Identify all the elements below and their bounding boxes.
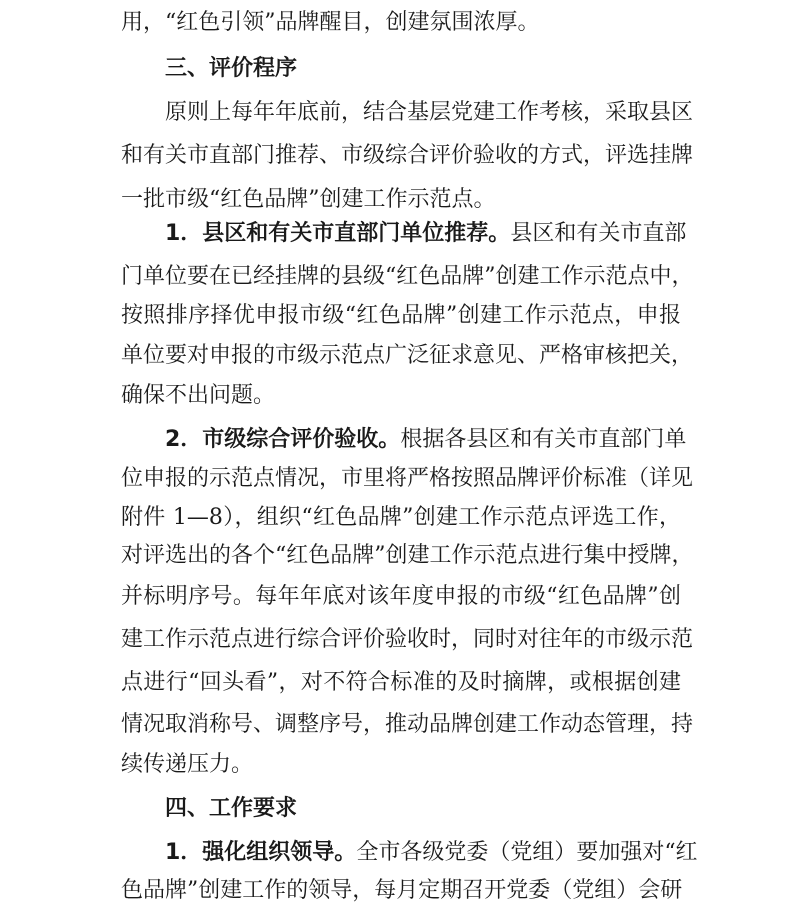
paragraph-line: 续传递压力。: [121, 752, 254, 777]
item-text: 根据各县区和有关市直部门单: [400, 427, 687, 452]
paragraph-line: 确保不出问题。: [121, 383, 276, 408]
paragraph-line: 色品牌”创建工作的领导，每月定期召开党委（党组）会研: [121, 878, 683, 903]
item-lead-county-recommendation: 1．县区和有关市直部门单位推荐。: [165, 221, 511, 246]
paragraph-line: 门单位要在已经挂牌的县级“红色品牌”创建工作示范点中，: [121, 264, 694, 289]
item-text: 全市各级党委（党组）要加强对“红: [356, 840, 698, 865]
section-heading-work-requirements: 四、工作要求: [165, 796, 298, 821]
section-heading-evaluation-procedure: 三、评价程序: [165, 56, 298, 81]
paragraph-line: 对评选出的各个“红色品牌”创建工作示范点进行集中授牌，: [121, 543, 694, 568]
paragraph-line: 按照排序择优申报市级“红色品牌”创建工作示范点，申报: [121, 303, 681, 328]
paragraph-line: 一批市级“红色品牌”创建工作示范点。: [121, 187, 496, 212]
paragraph-line: 情况取消称号、调整序号，推动品牌创建工作动态管理，持: [121, 712, 694, 737]
paragraph-continuation: 用，“红色引领”品牌醒目，创建氛围浓厚。: [121, 10, 540, 35]
paragraph-line: 附件 1—8），组织“红色品牌”创建工作示范点评选工作，: [121, 505, 681, 530]
item-text: 县区和有关市直部: [510, 221, 687, 246]
paragraph-line: 点进行“回头看”，对不符合标准的及时摘牌，或根据创建: [121, 670, 681, 695]
item-lead-organization-leadership: 1．强化组织领导。: [165, 840, 357, 865]
paragraph-line: [165, 838, 698, 868]
paragraph-line: 和有关市直部门推荐、市级综合评价验收的方式，评选挂牌: [121, 143, 694, 168]
paragraph-line: 原则上每年年底前，结合基层党建工作考核，采取县区: [165, 100, 694, 125]
paragraph-line: 建工作示范点进行综合评价验收时，同时对往年的市级示范: [121, 627, 694, 652]
paragraph-line: [165, 425, 687, 455]
item-lead-city-evaluation: 2．市级综合评价验收。: [165, 427, 401, 452]
paragraph-line: 并标明序号。每年年底对该年度申报的市级“红色品牌”创: [121, 584, 681, 609]
paragraph-line: 单位要对申报的市级示范点广泛征求意见、严格审核把关，: [121, 343, 694, 368]
paragraph-line: [165, 219, 687, 249]
paragraph-line: 位申报的示范点情况，市里将严格按照品牌评价标准（详见: [121, 466, 694, 491]
